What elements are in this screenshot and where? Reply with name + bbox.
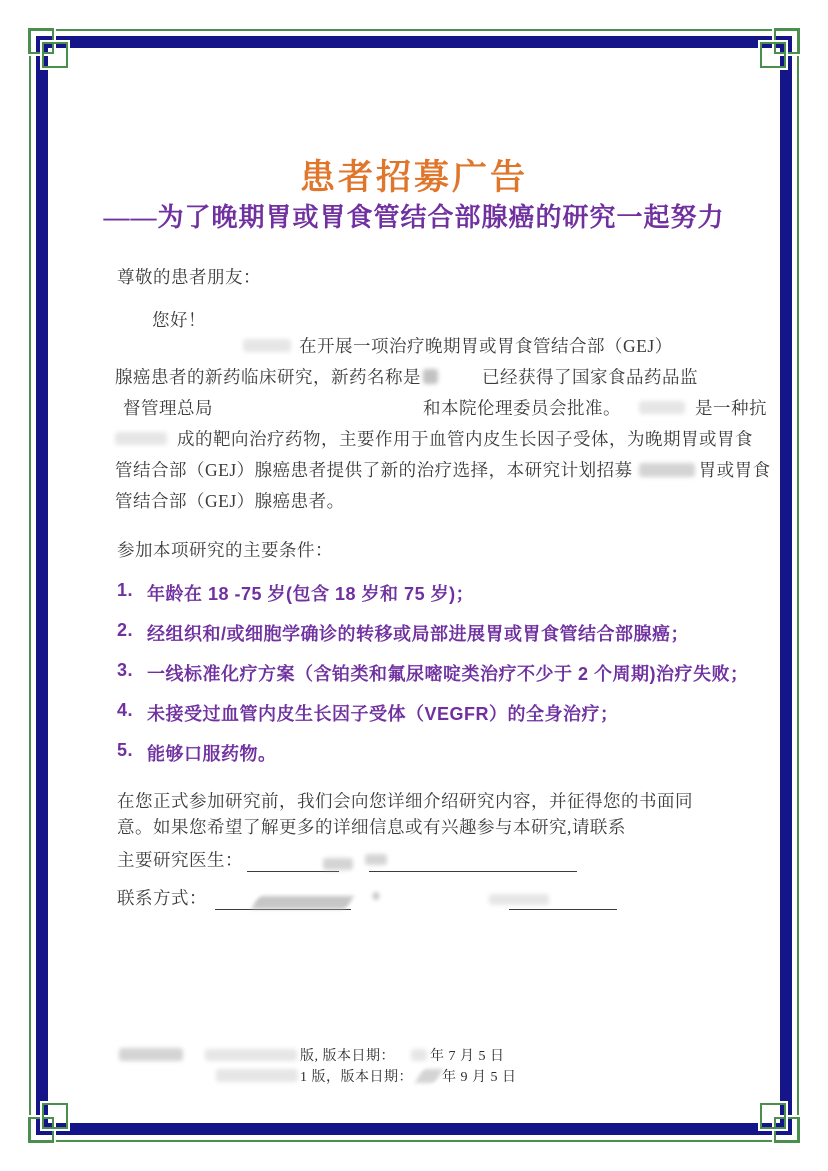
version-text: 1 版，版本日期： xyxy=(300,1069,413,1085)
redaction-blur xyxy=(411,1049,427,1061)
intro-line xyxy=(115,361,740,392)
condition-number: 1. xyxy=(117,580,134,600)
redaction-blur xyxy=(205,1049,297,1061)
phone-blank xyxy=(509,891,617,910)
intro-paragraph xyxy=(115,330,771,516)
condition-text: 能够口服药物。 xyxy=(147,744,277,764)
condition-item xyxy=(117,620,749,646)
redaction-blur xyxy=(216,1069,298,1082)
doctor-label: 主要研究医生： xyxy=(117,850,243,870)
intro-text: 成的靶向治疗药物，主要作用于血管内皮生长因子受体，为晚期胃或胃食 xyxy=(177,429,753,449)
redaction-blur xyxy=(323,858,353,870)
intro-line xyxy=(115,454,771,485)
intro-line xyxy=(115,485,740,516)
redaction-blur xyxy=(639,463,695,477)
version-line xyxy=(119,1044,517,1065)
intro-line xyxy=(115,392,767,423)
closing-paragraph: 在您正式参加研究前，我们会向您详细介绍研究内容，并征得您的书面同意。如果您希望了解更多的详细信息或有兴趣参与本研究,请联系 xyxy=(117,791,693,837)
condition-number: 5. xyxy=(117,740,134,760)
condition-text: 未接受过血管内皮生长因子受体（VEGFR）的全身治疗； xyxy=(147,704,619,724)
corner-ornament-bottom-right-inner xyxy=(760,1103,786,1129)
redaction-blur xyxy=(365,854,387,865)
intro-line xyxy=(115,330,740,361)
condition-text: 一线标准化疗方案（含铂类和氟尿嘧啶类治疗不少于 2 个周期)治疗失败； xyxy=(147,664,749,684)
condition-text: 年龄在 18 -75 岁(包含 18 岁和 75 岁)； xyxy=(147,584,475,604)
redaction-blur xyxy=(415,1069,444,1083)
version-date: 年 7 月 5 日 xyxy=(430,1048,505,1064)
redaction-blur xyxy=(115,432,167,445)
doctor-name-blank xyxy=(247,853,339,872)
condition-item xyxy=(117,660,749,686)
intro-text: 胃或胃食 xyxy=(698,460,771,480)
condition-item xyxy=(117,740,749,766)
phone-label: 联系方式： xyxy=(117,888,207,908)
redaction-blur xyxy=(251,896,354,909)
redaction-blur xyxy=(489,894,549,905)
condition-number: 2. xyxy=(117,620,134,640)
corner-ornament-bottom-left-inner xyxy=(42,1103,68,1129)
intro-text: 是一种抗 xyxy=(695,398,767,418)
phone-blank xyxy=(215,891,351,910)
intro-text: 在开展一项治疗晚期胃或胃食管结合部（GEJ） xyxy=(299,336,673,356)
page-title: 患者招募广告 xyxy=(299,158,528,197)
condition-number: 4. xyxy=(117,700,134,720)
corner-ornament-top-left-inner xyxy=(42,42,68,68)
conditions-heading: 参加本项研究的主要条件： xyxy=(117,540,333,560)
doctor-name-blank xyxy=(369,853,577,872)
conditions-list xyxy=(117,580,749,780)
intro-text: 腺癌患者的新药临床研究，新药名称是 xyxy=(115,367,421,387)
doctor-contact-row xyxy=(117,850,577,872)
condition-text: 经组织和/或细胞学确诊的转移或局部进展胃或胃食管结合部腺癌； xyxy=(147,624,689,644)
redaction-blur xyxy=(243,339,291,352)
salutation: 尊敬的患者朋友： xyxy=(117,267,261,287)
redaction-blur xyxy=(119,1048,183,1061)
version-text: 版, 版本日期： xyxy=(300,1048,395,1064)
intro-text: 督管理总局 xyxy=(123,398,213,418)
redaction-blur xyxy=(639,401,685,414)
intro-text: 管结合部（GEJ）腺癌患者。 xyxy=(115,491,345,511)
condition-number: 3. xyxy=(117,660,134,680)
condition-item xyxy=(117,580,749,606)
intro-text: 已经获得了国家食品药品监 xyxy=(482,367,698,387)
version-date: 年 9 月 5 日 xyxy=(442,1069,517,1085)
intro-line xyxy=(115,423,753,454)
corner-ornament-top-right-inner xyxy=(760,42,786,68)
intro-text: 和本院伦理委员会批准。 xyxy=(423,398,621,418)
redaction-blur xyxy=(373,892,379,900)
condition-item xyxy=(117,700,749,726)
phone-contact-row xyxy=(117,888,617,910)
version-footer xyxy=(119,1044,517,1086)
redaction-blur xyxy=(423,369,438,384)
intro-text: 管结合部（GEJ）腺癌患者提供了新的治疗选择，本研究计划招募 xyxy=(115,460,633,480)
greeting: 您好！ xyxy=(152,310,206,330)
page-subtitle: ——为了晚期胃或胃食管结合部腺癌的研究一起努力 xyxy=(103,203,725,232)
version-line xyxy=(119,1065,517,1086)
